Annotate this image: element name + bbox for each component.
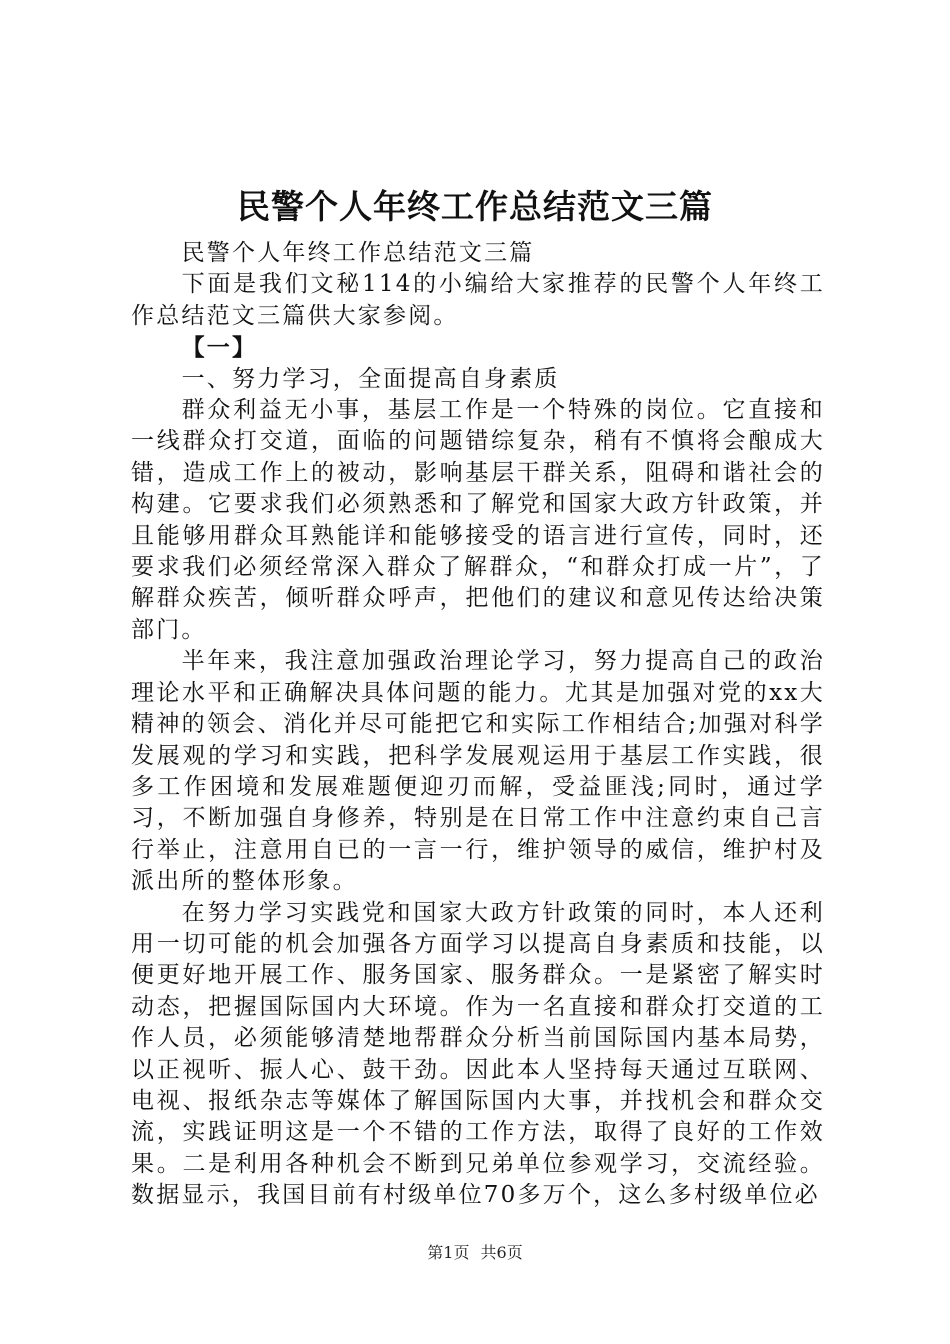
- page-number: 第1页: [427, 1243, 470, 1262]
- paragraph-body: 半年来，我注意加强政治理论学习，努力提高自己的政治理论水平和正确解决具体问题的能力。尤其是加强对党的xx大精神的领会、消化并尽可能把它和实际工作相结合;加强对科学发展观的学习和实践，把科学发展观运用于基层工作实践，很多工作困境和发展难题便迎刃而解，受益匪浅;同时，通过学习，不断加强自身修养，特别是在日常工作中注意约束自己言行举止，注意用自已的一言一行，维护领导的威信，维护村及派出所的整体形象。: [131, 648, 825, 895]
- page-footer: [0, 1242, 950, 1264]
- paragraph-intro: 下面是我们文秘114的小编给大家推荐的民警个人年终工作总结范文三篇供大家参阅。: [131, 271, 825, 329]
- paragraph-subtitle: 民警个人年终工作总结范文三篇: [181, 240, 535, 266]
- paragraph-body: 在努力学习实践党和国家大政方针政策的同时，本人还利用一切可能的机会加强各方面学习以提高自身素质和技能，以便更好地开展工作、服务国家、服务群众。一是紧密了解实时动态，把握国际国内大环境。作为一名直接和群众打交道的工作人员，必须能够清楚地帮群众分析当前国际国内基本局势，以正视听、振人心、鼓干劲。因此本人坚持每天通过互联网、电视、报纸杂志等媒体了解国际国内大事，并找机会和群众交流，实践证明这是一个不错的工作方法，取得了良好的工作效果。二是利用各种机会不断到兄弟单位参观学习，交流经验。数据显示，我国目前有村级单位70多万个，这么多村级单位必: [131, 899, 825, 1209]
- paragraph-body: 群众利益无小事，基层工作是一个特殊的岗位。它直接和一线群众打交道，面临的问题错综复杂，稍有不慎将会酿成大错，造成工作上的被动，影响基层干群关系，阻碍和谐社会的构建。它要求我们必须熟悉和了解党和国家大政方针政策，并且能够用群众耳熟能详和能够接受的语言进行宣传，同时，还要求我们必须经常深入群众了解群众，“和群众打成一片”，了解群众疾苦，倾听群众呼声，把他们的建议和意见传达给决策部门。: [131, 397, 825, 643]
- page-total: 共6页: [480, 1243, 523, 1262]
- section-heading: 一、努力学习，全面提高自身素质: [181, 365, 560, 392]
- section-marker: 【一】: [181, 334, 258, 362]
- document-title: 民警个人年终工作总结范文三篇: [237, 187, 713, 226]
- document-body: [131, 238, 825, 1212]
